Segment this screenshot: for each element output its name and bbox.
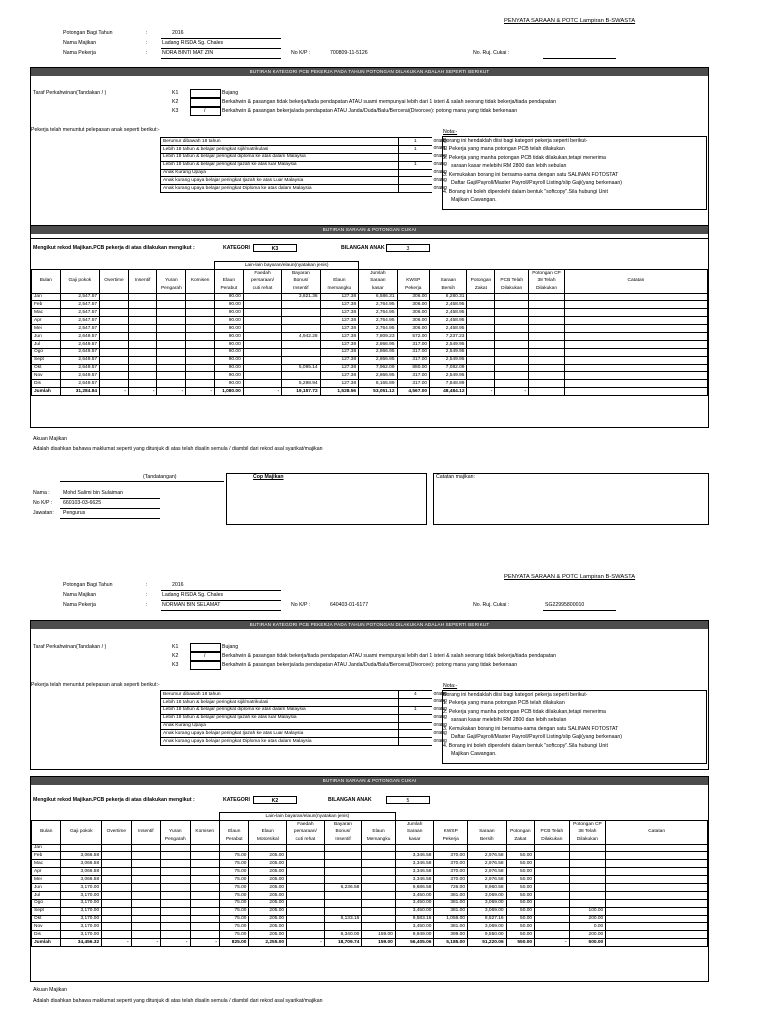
table-row: Sept 3,170.00 75.00 205.00 3,450.00 381.00 3,069.00 50.00 100.00 bbox=[32, 907, 708, 915]
label-majikan: Nama Majikan bbox=[63, 40, 97, 46]
sign-jawatan: Pengurus bbox=[63, 510, 86, 516]
table-row: Jun 3,170.00 75.00 205.00 6,236.58 9,686.58 726.00 8,960.58 50.00 bbox=[32, 884, 708, 892]
table-row: Jul 2,649.57 90.00 127.38 2,866.95 317.00 2,549.95 bbox=[32, 340, 708, 348]
band-kategori: BUTIRAN KATEGORI PCB PEKERJA PADA TAHUN POTONGAN DILAKUKAN ADALAH SEPERTI BERIKUT bbox=[31, 68, 708, 76]
label-ruj: No. Ruj. Cukai : bbox=[473, 50, 510, 56]
tahun-value: 2016 bbox=[172, 582, 184, 588]
table-row: Jul 3,170.00 75.00 205.00 3,450.00 381.00 3,069.00 50.00 bbox=[32, 891, 708, 899]
k1-checkbox[interactable] bbox=[190, 89, 221, 98]
k2-text: Berkahwin & pasangan tidak bekerja/tiada pendapatan ATAU suami mempunyai lebih dari 1 isteri & salah seorang tidak bekerja/tiada pendapatan bbox=[222, 99, 557, 105]
kp-value: 640403-01-6177 bbox=[330, 602, 369, 608]
table-row: Jan 2,547.57 90.00 3,821.36 127.38 6,586.31 306.00 6,280.31 bbox=[32, 293, 708, 301]
label-kp: No K/P : bbox=[291, 50, 311, 56]
table-row: Sept 2,649.57 90.00 127.38 2,866.95 317.00 2,549.95 bbox=[32, 356, 708, 364]
tuntut-label: Pekerja telah menuntut pelepasan anak seperti berikut:- bbox=[31, 127, 160, 133]
header-row: Faedah Bayaran Jumlah Potongan CP bbox=[32, 820, 708, 828]
tandatangan-label: (Tandatangan) bbox=[143, 474, 177, 480]
anak-row: Anak Kurang Upaya bbox=[161, 722, 433, 730]
k1-text: Bujang bbox=[222, 90, 239, 96]
notes: Nota:- Borang ini hendaklah diisi bagi kategori pekerja seperti berikut- 1. Pekerja yang mana potongan PCB telah dilakukan 2. Pekerja yang manha potongan PCB tidak dilakukan,tetapi menerima saraan kasar melebihi RM 2800 dan lebih sebulan 3. Kemukakan borang ini bersama-sama dengan satu SALINAN FOTOSTAT Daftar Gaji/Payroll/Master Payroll/Payroll Listing/slip Gaji(yang berkenaan) 4. Borang ini boleh diperolehi dalam bentuk "softcopy".Sila hubungi Unit Majikan Cawangan. bbox=[443, 129, 622, 203]
taraf-label: Taraf Perkahwinan(Tandakan / ) bbox=[33, 90, 107, 96]
anak-row: Anak Kurang Upaya bbox=[161, 169, 433, 177]
bilangan-value: 3 bbox=[386, 244, 430, 252]
form-title: PENYATA SARAAN & POTC Lampiran B-SWASTA bbox=[504, 574, 636, 580]
majikan-value: Ladang RISDA Sg. Chales bbox=[162, 40, 224, 46]
akuan-text: Adalah disahkan bahawa maklumat seperti yang ditunjuk di atas telah disalin semula / diambil dari rekod asal syarikat/majikan bbox=[33, 446, 323, 452]
anak-row: Lebih 18 tahun & belajar peringkat Ijazah ke atas luar Malaysia bbox=[161, 714, 433, 722]
table-row: Mac 2,547.57 90.00 127.38 2,764.95 306.00 2,458.95 bbox=[32, 309, 708, 317]
header-row: Bulan Gaji pokok Overtime Insentif Yuran Komisen Elaun persaraan/ Bonus/ Elaun Saraan KWSP Saraan Potongan PCB Telah 38 Telah Catatan bbox=[32, 277, 708, 285]
sign-nama: Mohd Salimi bin Sulaiman bbox=[63, 490, 123, 496]
anak-row: Berumur dibawah 18 tahun 4 bbox=[161, 691, 433, 699]
table-row: Dis 3,170.00 75.00 205.00 6,340.00 159.00 9,949.00 399.00 9,550.00 50.00 200.00 bbox=[32, 931, 708, 939]
band-saraan: BUTIRAN SARAAN & POTONGAN CUKAI bbox=[31, 226, 708, 234]
table-row: Feb 3,066.58 75.00 205.00 3,346.58 370.00 2,976.58 50.00 bbox=[32, 852, 708, 860]
table-row: Mei 3,066.58 75.00 205.00 3,346.58 370.00 2,976.58 50.00 bbox=[32, 876, 708, 884]
table-row: Okt 2,649.57 90.00 5,095.14 127.38 7,962.09 880.00 7,082.09 bbox=[32, 364, 708, 372]
table-row: Ogo 2,649.57 90.00 127.38 2,866.95 317.00 2,549.95 bbox=[32, 348, 708, 356]
table-row: Ogo 3,170.00 75.00 205.00 3,450.00 381.00 3,069.00 50.00 bbox=[32, 899, 708, 907]
kategori-value: K2 bbox=[253, 796, 297, 804]
k2-checkbox[interactable] bbox=[190, 98, 221, 107]
header-row: Pengarah Perabut cuti rehat Insentif memangku kasar Pekerja Bersih Zakat Dilakukan Dilakukan bbox=[32, 285, 708, 293]
k2-checkbox[interactable]: / bbox=[190, 652, 221, 661]
table-row: Feb 2,547.57 90.00 127.38 2,764.95 306.00 2,458.95 bbox=[32, 301, 708, 309]
header-row: Pengarah Perabut Motorsikal cuti rehat Insentif Memangku kasar Pekerja Bersih Zakat Dilakukan Dilakukan bbox=[32, 836, 708, 844]
saraan-table-2 bbox=[31, 812, 708, 947]
table-row: Okt 3,170.00 75.00 205.00 6,133.16 9,583.16 1,056.00 8,527.16 50.00 200.00 bbox=[32, 915, 708, 923]
anak-row: Anak kurang upaya belajar peringkat Diploma ke atas dalam Malaysia bbox=[161, 185, 433, 193]
bilangan-value: 5 bbox=[386, 796, 430, 804]
cop-label: Cop Majikan bbox=[253, 474, 284, 480]
anak-row: Lebih 18 tahun & belajar peringkat diploma ke atas dalam Malaysia 1 bbox=[161, 706, 433, 714]
label-pekerja: Nama Pekerja bbox=[63, 50, 96, 56]
table-row: Apr 2,547.57 90.00 127.38 2,764.95 306.00 2,458.95 bbox=[32, 317, 708, 325]
sign-kp: 660103-03-6625 bbox=[63, 500, 102, 506]
anak-row: Lebih 18 tahun & belajar peringkat sijil/matrikulasi bbox=[161, 698, 433, 706]
k3-checkbox[interactable] bbox=[190, 661, 221, 670]
header-lain-row: Lain-lain bayaran/elaun(nyatakan jenis) bbox=[32, 262, 708, 270]
table-row: Apr 3,066.58 75.00 205.00 3,346.58 370.00 2,976.58 50.00 bbox=[32, 868, 708, 876]
total-row: Jumlah 31,284.84 - - - - 1,080.00 - 19,157.72 1,528.56 53,051.12 4,567.00 48,484.12 - - bbox=[32, 388, 708, 396]
table-row: Dis 2,649.57 90.00 5,298.94 127.38 8,165.89 317.00 7,848.89 bbox=[32, 380, 708, 388]
table-row: Mac 3,066.58 75.00 205.00 3,346.58 370.00 2,976.58 50.00 bbox=[32, 860, 708, 868]
kategori-value: K3 bbox=[253, 244, 297, 252]
anak-row: Anak kurang upaya belajar peringkat Diploma ke atas dalam Malaysia bbox=[161, 738, 433, 746]
notes: Nota:- Borang ini hendaklah diisi bagi kategori pekerja seperti berikut- 1. Pekerja yang mana potongan PCB telah dilakukan 2. Pekerja yang manha potongan PCB tidak dilakukan,tetapi menerima saraan kasar melebihi RM 2800 dan lebih sebulan 3. Kemukakan borang ini bersama-sama dengan satu SALINAN FOTOSTAT Daftar Gaji/Payroll/Master Payroll/Payroll Listing/slip Gaji(yang berkenaan) 4. Borang ini boleh diperolehi dalam bentuk "softcopy".Sila hubungi Unit Majikan Cawangan. bbox=[443, 683, 622, 757]
table-row: Mei 2,547.57 90.00 127.38 2,764.95 306.00 2,458.95 bbox=[32, 325, 708, 333]
catatan-label: Catatan majikan: bbox=[436, 474, 475, 480]
saraan-table-1 bbox=[31, 261, 708, 396]
rekod-label: Mengikut rekod Majikan.PCB pekerja di atas dilakukan mengikut : bbox=[33, 245, 195, 251]
anak-row: Lebih 18 tahun & belajar peringkat diploma ke atas dalam Malaysia bbox=[161, 153, 433, 161]
anak-table: Berumur dibawah 18 tahun 4 Lebih 18 tahun & belajar peringkat sijil/matrikulasi Lebih 18 tahun & belajar peringkat diploma ke atas dalam Malaysia 1 Lebih 18 tahun & belajar peringkat Ijazah ke atas luar Malaysia Anak Kurang Upaya Anak kurang upaya belajar peringkat Ijazah ke atas Luar Malaysia Anak kurang upaya belajar peringkat Diploma ke atas dalam Malaysia orang orang orang orang orang orang orang bbox=[160, 690, 432, 746]
pekerja-value: NORMAN BIN SELAMAT bbox=[162, 602, 221, 608]
table-row: Nov 2,649.57 90.00 127.38 2,866.95 317.00 2,549.95 bbox=[32, 372, 708, 380]
majikan-value: Ladang RISDA Sg. Chales bbox=[162, 592, 224, 598]
k3-checkbox[interactable]: / bbox=[190, 107, 221, 116]
anak-row: Lebih 18 tahun & belajar peringkat sijil/matrikulasi 1 bbox=[161, 145, 433, 153]
header-row: Bulan Gaji pokok Overtime Insentif Yuran Komisen Elaun Elaun persaraan/ Bonus/ Elaun Saraan KWSP Saraan Potongan PCB Telah 38 Telah Catatan bbox=[32, 828, 708, 836]
anak-row: Lebih 18 tahun & belajar peringkat Ijazah ke atas luar Malaysia 1 bbox=[161, 161, 433, 169]
k1-checkbox[interactable] bbox=[190, 643, 221, 652]
table-row: Jun 2,649.57 90.00 4,942.28 127.38 7,809.23 572.00 7,237.23 bbox=[32, 333, 708, 341]
header-lain-row: Lain-lain bayaran/elaun(nyatakan jenis) bbox=[32, 813, 708, 821]
table-row: Jan bbox=[32, 844, 708, 852]
kp-value: 700809-11-5126 bbox=[330, 50, 368, 56]
label-tahun: Potongan Bagi Tahun bbox=[63, 30, 113, 36]
anak-table: Berumur dibawah 18 tahun 1 Lebih 18 tahun & belajar peringkat sijil/matrikulasi 1 Lebih 18 tahun & belajar peringkat diploma ke atas dalam Malaysia Lebih 18 tahun & belajar peringkat Ijazah ke atas luar Malaysia 1 Anak Kurang Upaya Anak kurang upaya belajar peringkat Ijazah ke atas Luar Malaysia Anak kurang upaya belajar peringkat Diploma ke atas dalam Malaysia orang orang orang orang orang orang orang bbox=[160, 137, 432, 193]
total-row: Jumlah 34,456.32 - - - - 825.00 2,255.00 - 18,709.74 159.00 56,405.06 5,185.00 51,220.06 550.00 - 500.00 bbox=[32, 939, 708, 947]
pekerja-value: NORA BINTI MAT ZIN bbox=[162, 50, 214, 56]
anak-row: Anak kurang upaya belajar peringkat Ijazah ke atas Luar Malaysia bbox=[161, 730, 433, 738]
tahun-value: 2016 bbox=[172, 30, 184, 36]
header-row: Faedah Bayaran Jumlah Potongan CP bbox=[32, 269, 708, 277]
anak-row: Berumur dibawah 18 tahun 1 bbox=[161, 138, 433, 146]
form-title: PENYATA SARAAN & POTC Lampiran B-SWASTA bbox=[504, 18, 636, 24]
table-row: Nov 3,170.00 75.00 205.00 3,450.00 381.00 3,069.00 50.00 0.00 bbox=[32, 923, 708, 931]
ruj-value: SG22995800010 bbox=[545, 602, 585, 608]
anak-row: Anak kurang upaya belajar peringkat Ijazah ke atas Luar Malaysia bbox=[161, 177, 433, 185]
k3-text: Berkahwin & pasangan bekerja/ada pendapatan ATAU Janda/Duda/Balu/Bercerai(Divorcee): potong mana yang tidak berkenaan bbox=[222, 108, 518, 114]
akuan-title: Akuan Majikan bbox=[33, 436, 68, 442]
